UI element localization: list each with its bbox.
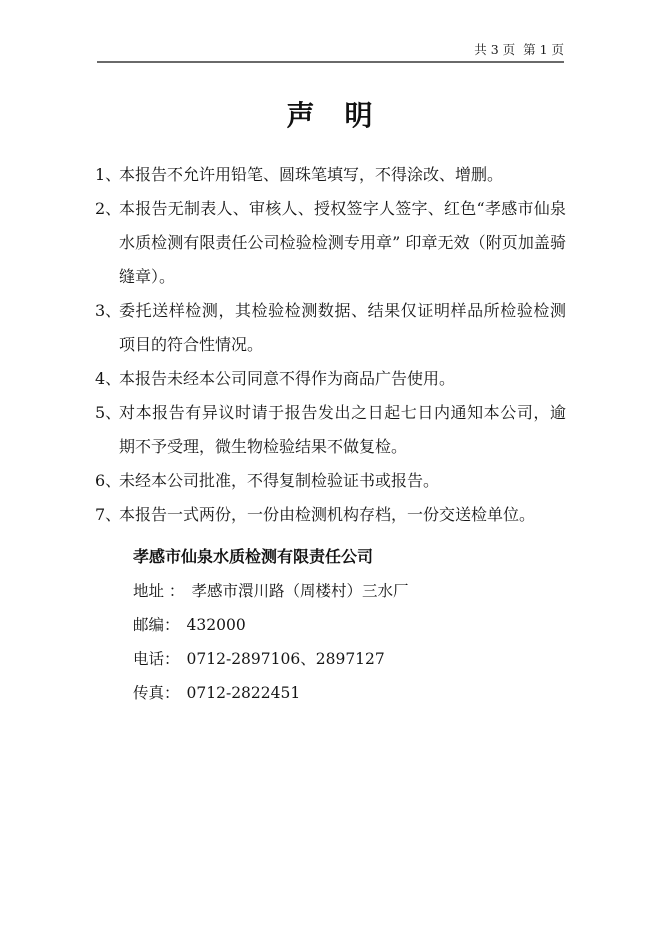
statement-item-5 [95,396,566,464]
phone-value: 0712-2897106、2897127 [186,650,385,668]
item-number: 7、 [95,505,122,524]
statement-item-1 [95,158,566,192]
phone-label: 电话： [133,650,180,668]
address-label: 地址 ： [133,582,185,600]
postcode-label: 邮编： [133,616,180,634]
address-value: 孝感市澴川路（周楼村）三水厂 [191,582,409,600]
item-text: 未经本公司批准，不得复制检验证书或报告。 [119,471,440,490]
statement-item-2 [95,192,566,294]
company-postcode-row [133,608,553,642]
item-number: 4、 [95,369,122,388]
statement-list [95,158,566,532]
header-divider-line [97,61,564,63]
item-number: 1、 [95,165,122,184]
company-address-row [133,574,553,608]
company-name: 孝感市仙泉水质检测有限责任公司 [133,547,374,566]
item-text: 对本报告有异议时请于报告发出之日起七日内通知本公司，逾期不予受理，微生物检验结果不做复检。 [119,403,566,456]
item-text: 委托送样检测，其检验检测数据、结果仅证明样品所检验检测项目的符合性情况。 [119,301,566,354]
statement-item-3 [95,294,566,362]
company-info-block [133,540,553,710]
item-number: 5、 [95,403,122,422]
page-title: 声 明 [286,99,374,132]
item-number: 2、 [95,199,122,218]
fax-value: 0712-2822451 [186,684,301,702]
company-fax-row [133,676,553,710]
statement-item-6 [95,464,566,498]
statement-item-7 [95,498,566,532]
item-number: 3、 [95,301,122,320]
item-text: 本报告一式两份，一份由检测机构存档，一份交送检单位。 [119,505,536,524]
statement-item-4 [95,362,566,396]
item-text: 本报告未经本公司同意不得作为商品广告使用。 [119,369,456,388]
item-text: 本报告无制表人、审核人、授权签字人签字、红色“孝感市仙泉水质检测有限责任公司检验检测专用章” 印章无效（附页加盖骑缝章）。 [119,199,566,286]
fax-label: 传真： [133,684,180,702]
page-number-info: 共 3 页 第 1 页 [474,42,564,57]
item-number: 6、 [95,471,122,490]
postcode-value: 432000 [186,616,246,634]
item-text: 本报告不允许用铅笔、圆珠笔填写，不得涂改、增删。 [119,165,504,184]
company-phone-row [133,642,553,676]
